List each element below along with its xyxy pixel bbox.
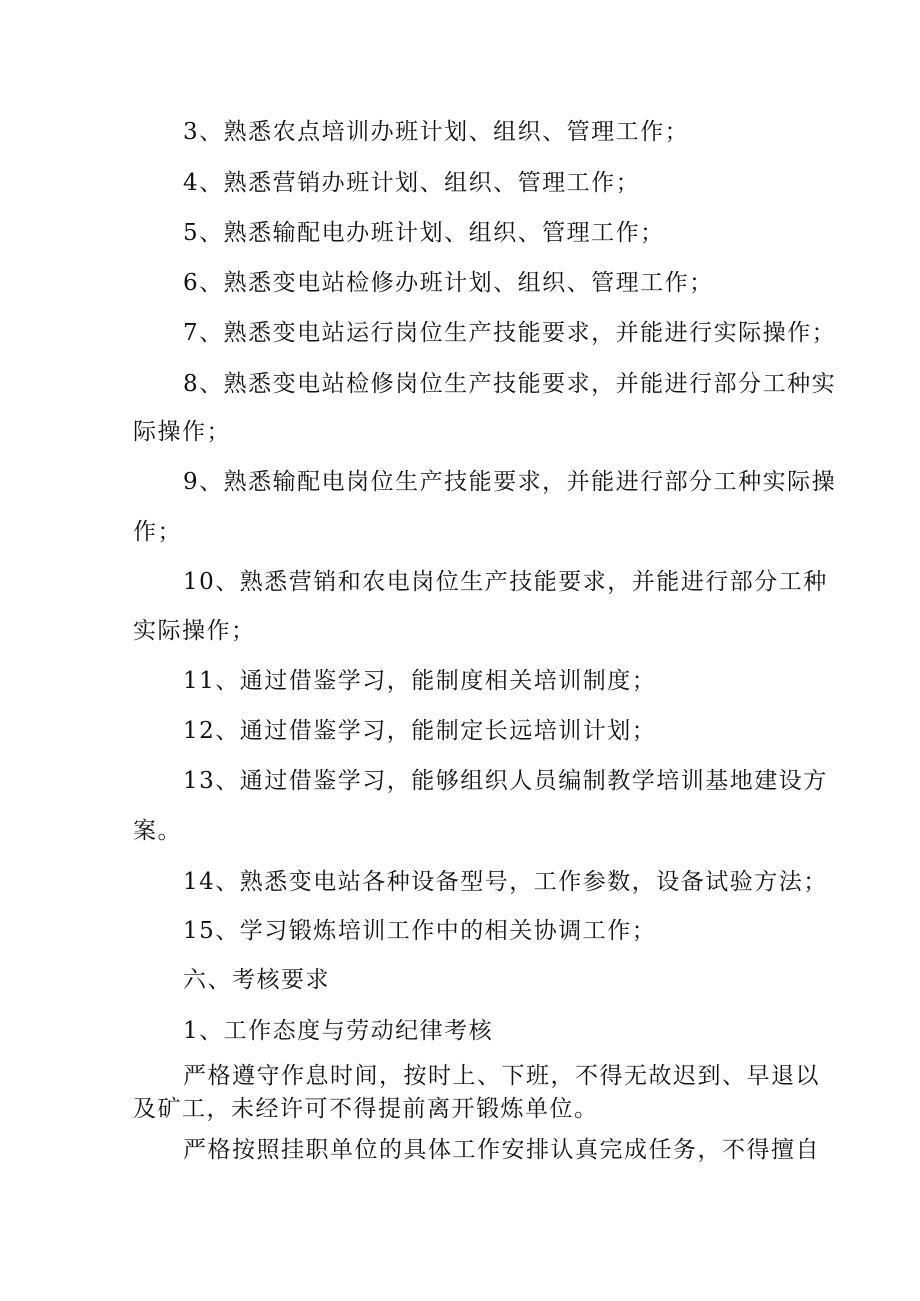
list-item-12: 12、通过借鉴学习，能制定长远培训计划； xyxy=(183,718,657,744)
section-heading: 六、考核要求 xyxy=(183,967,330,993)
list-item-9-cont: 作； xyxy=(133,519,182,545)
list-item-13-cont: 案。 xyxy=(133,818,182,844)
list-item-8-cont: 际操作； xyxy=(133,419,231,445)
list-item-10: 10、熟悉营销和农电岗位生产技能要求，并能进行部分工种 xyxy=(183,569,828,595)
list-item-10-cont: 实际操作； xyxy=(133,618,256,644)
paragraph-line-2: 严格按照挂职单位的具体工作安排认真完成任务，不得擅自 xyxy=(183,1137,820,1163)
list-item-7: 7、熟悉变电站运行岗位生产技能要求，并能进行实际操作； xyxy=(183,320,837,346)
list-item-9: 9、熟悉输配电岗位生产技能要求，并能进行部分工种实际操 xyxy=(183,469,837,495)
list-item-4: 4、熟悉营销办班计划、组织、管理工作； xyxy=(183,170,641,196)
list-item-6: 6、熟悉变电站检修办班计划、组织、管理工作； xyxy=(183,270,714,296)
list-item-14: 14、熟悉变电站各种设备型号，工作参数，设备试验方法； xyxy=(183,869,828,895)
list-item-3: 3、熟悉农点培训办班计划、组织、管理工作； xyxy=(183,119,690,145)
list-item-15: 15、学习锻炼培训工作中的相关协调工作； xyxy=(183,918,657,944)
paragraph-line: 严格遵守作息时间，按时上、下班，不得无故迟到、早退以 xyxy=(183,1063,820,1089)
list-item-13: 13、通过借鉴学习，能够组织人员编制教学培训基地建设方 xyxy=(183,768,828,794)
subsection-heading: 1、工作态度与劳动纪律考核 xyxy=(183,1018,494,1044)
list-item-8: 8、熟悉变电站检修岗位生产技能要求，并能进行部分工种实 xyxy=(183,371,837,397)
list-item-11: 11、通过借鉴学习，能制度相关培训制度； xyxy=(183,668,657,694)
paragraph-line-cont: 及矿工，未经许可不得提前离开锻炼单位。 xyxy=(133,1096,599,1122)
list-item-5: 5、熟悉输配电办班计划、组织、管理工作； xyxy=(183,220,665,246)
